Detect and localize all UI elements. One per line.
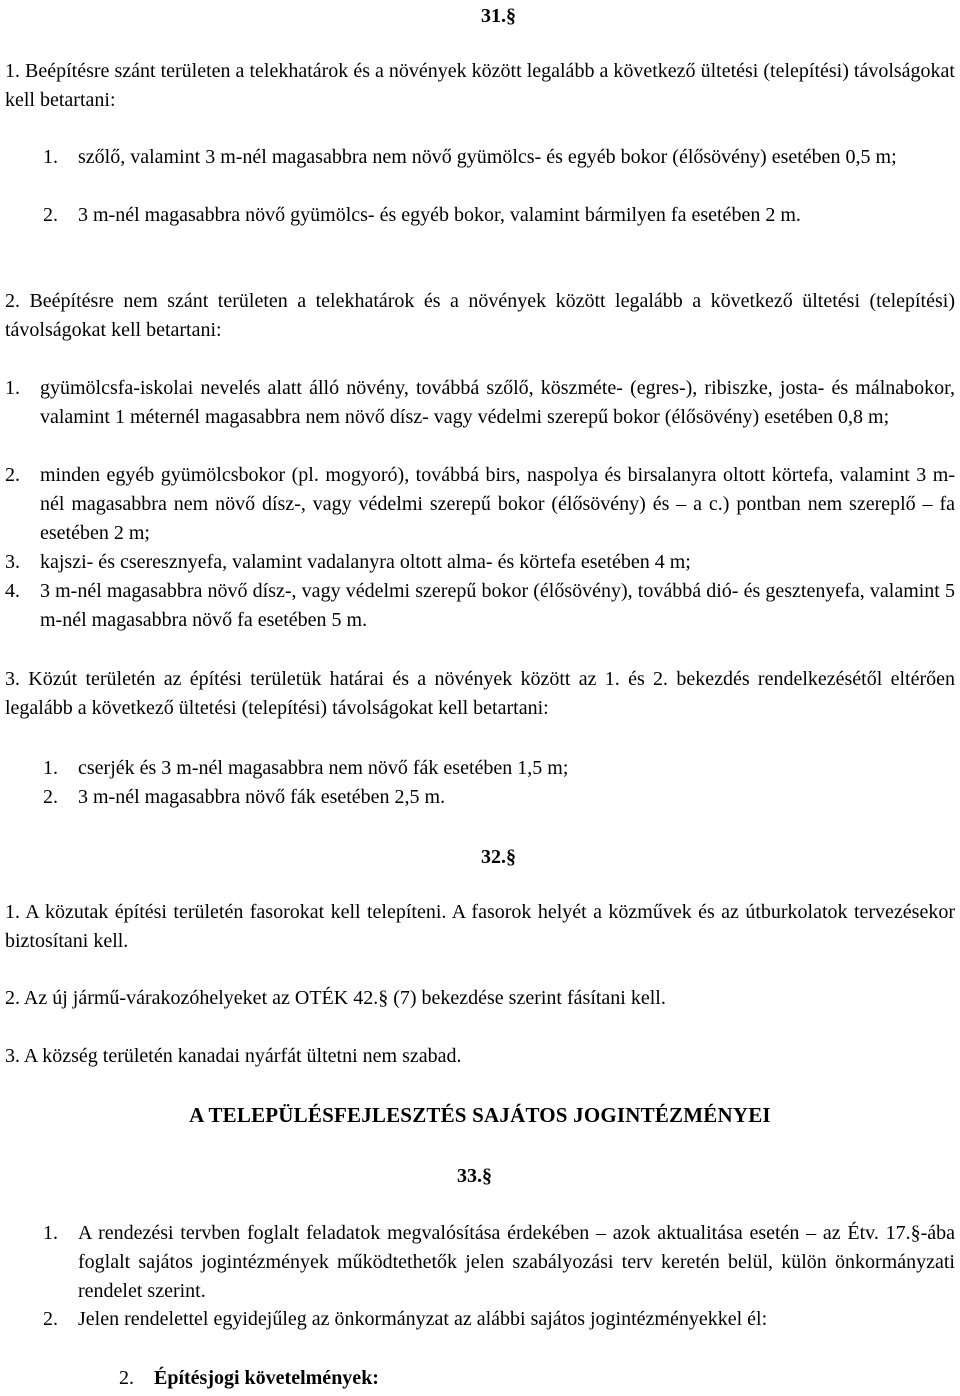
section-31-paragraph-3: 3. Közút területén az építési területük határai és a növények között az 1. és 2. bekezdés rendelkezésétől eltérően legalább a következő ültetési (telepítési) távolságokat kell betartani: [5, 668, 955, 719]
sub-heading-number: 2. [119, 1367, 134, 1389]
list-item-number: 1. [43, 146, 58, 168]
list-item-text: gyümölcsfa-iskolai nevelés alatt álló növény, továbbá szőlő, köszméte- (egres-), ribiszke, josta- és málnabokor, valamint 1 méternél magasabbra nem növő dísz- vagy védelmi szerepű bokor (élősövény) esetében 0,8 m; [40, 377, 955, 428]
section-32-title: 32.§ [481, 846, 516, 868]
list-item-text: 3 m-nél magasabbra növő gyümölcs- és egyéb bokor, valamint bármilyen fa esetében 2 m. [78, 204, 801, 226]
list-item-text: A rendezési tervben foglalt feladatok megvalósítása érdekében – azok aktualitása esetén – az Étv. 17.§-ába foglalt sajátos jogintézmények működtethetők jelen szabályozási terv keretén belül, külön önkormányzati rendelet szerint. [78, 1222, 955, 1302]
list-item-text: cserjék és 3 m-nél magasabbra nem növő fák esetében 1,5 m; [78, 757, 569, 779]
list-item [43, 1219, 955, 1306]
list-item [5, 548, 955, 577]
section-32-paragraph-2: 2. Az új jármű-várakozóhelyeket az OTÉK 42.§ (7) bekezdése szerint fásítani kell. [5, 987, 666, 1009]
list-item [5, 461, 955, 548]
list-item-text: kajszi- és cseresznyefa, valamint vadalanyra oltott alma- és körtefa esetében 4 m; [40, 551, 691, 573]
list-item-number: 2. [43, 786, 58, 808]
list-item-number: 2. [43, 1308, 58, 1330]
list-item-text: minden egyéb gyümölcsbokor (pl. mogyoró), továbbá birs, naspolya és birsalanyra oltott körtefa, valamint 3 m-nél magasabbra nem növő dísz-, vagy védelmi szerepű bokor (élősövény) és – a c.) pontban nem szereplő – fa esetében 2 m; [40, 464, 955, 544]
list-item-text: 3 m-nél magasabbra növő dísz-, vagy védelmi szerepű bokor (élősövény), továbbá dió- és gesztenyefa, valamint 5 m-nél magasabbra növő fa esetében 5 m. [40, 580, 955, 631]
list-item-number: 1. [5, 377, 20, 399]
list-item [43, 783, 955, 812]
list-item-number: 1. [43, 757, 58, 779]
list-item-number: 2. [5, 464, 20, 486]
list-item [5, 374, 955, 432]
list-item [43, 1305, 955, 1334]
section-31-paragraph-1: 1. Beépítésre szánt területen a telekhatárok és a növények között legalább a következő ültetési (telepítési) távolságokat kell betartani: [5, 60, 955, 111]
section-33-title: 33.§ [457, 1165, 492, 1187]
list-item-text: szőlő, valamint 3 m-nél magasabbra nem növő gyümölcs- és egyéb bokor (élősövény) esetében 0,5 m; [78, 146, 897, 168]
sub-heading [119, 1364, 379, 1393]
list-item [43, 201, 955, 230]
list-item [43, 754, 955, 783]
list-item-text: 3 m-nél magasabbra növő fák esetében 2,5 m. [78, 786, 446, 808]
list-item-number: 2. [43, 204, 58, 226]
list-item-number: 3. [5, 551, 20, 573]
section-32-paragraph-3: 3. A község területén kanadai nyárfát ültetni nem szabad. [5, 1045, 462, 1067]
chapter-title: A TELEPÜLÉSFEJLESZTÉS SAJÁTOS JOGINTÉZMÉNYEI [189, 1103, 771, 1127]
list-item [43, 143, 955, 172]
list-item-text: Jelen rendelettel egyidejűleg az önkormányzat az alábbi sajátos jogintézményekkel él: [78, 1308, 768, 1330]
list-item-number: 1. [43, 1222, 58, 1244]
section-31-title: 31.§ [481, 5, 516, 27]
list-item [5, 577, 955, 635]
section-31-paragraph-2: 2. Beépítésre nem szánt területen a telekhatárok és a növények között legalább a következő ültetési (telepítési) távolságokat kell betartani: [5, 290, 955, 341]
sub-heading-text: Építésjogi követelmények: [154, 1367, 379, 1389]
list-item-number: 4. [5, 580, 20, 602]
section-32-paragraph-1: 1. A közutak építési területén fasorokat kell telepíteni. A fasorok helyét a közművek és az útburkolatok tervezésekor biztosítani kell. [5, 901, 955, 952]
